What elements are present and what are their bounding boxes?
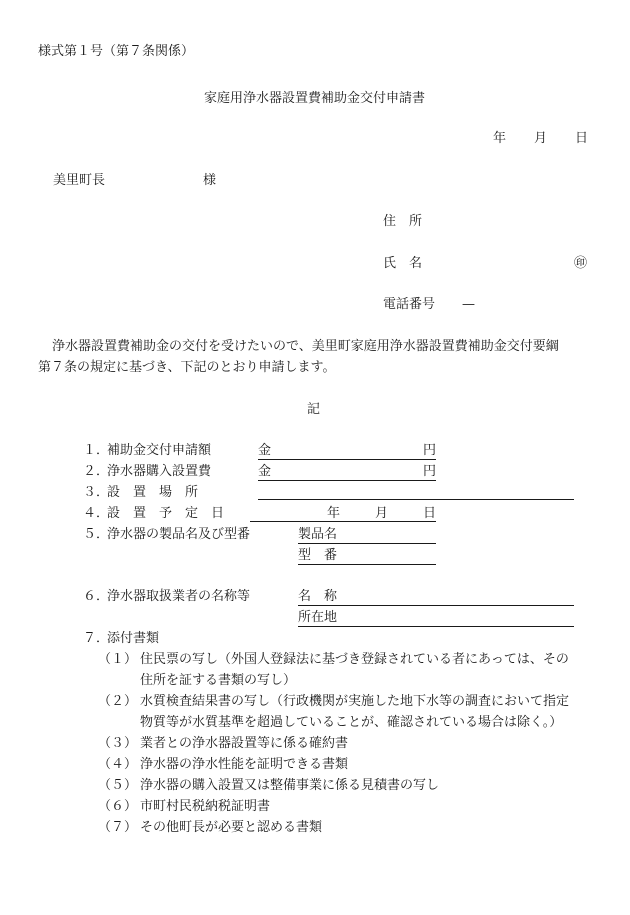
- address-label: 住 所: [383, 214, 423, 229]
- form-number: 様式第１号（第７条関係）: [38, 44, 195, 59]
- date-day-label: 日: [423, 506, 437, 521]
- item-number: ３．: [83, 485, 110, 500]
- seal-mark: ㊞: [574, 256, 588, 271]
- attachment-text-continued: 物質等が水質基準を超過していることが、確認されている場合は除く。）: [140, 715, 563, 730]
- attachment-number: （３）: [98, 736, 138, 751]
- item-number: ５．: [83, 527, 110, 542]
- dealer-address-label: 所在地: [298, 610, 338, 625]
- item-number: ６．: [83, 589, 110, 604]
- item-label-attachments: 添付書類: [107, 631, 160, 646]
- name-label: 氏 名: [383, 256, 423, 271]
- item-number: ４．: [83, 506, 110, 521]
- attachment-number: （５）: [98, 778, 138, 793]
- yen-suffix: 円: [423, 464, 437, 479]
- item-number: ７．: [83, 631, 110, 646]
- date-year-label: 年: [493, 131, 507, 146]
- date-month-label: 月: [534, 131, 548, 146]
- purchase-cost-field: [258, 464, 436, 481]
- attachment-text: 市町村民税納税証明書: [140, 799, 271, 814]
- subsidy-amount-field: [258, 443, 436, 460]
- yen-prefix: 金: [258, 464, 272, 479]
- yen-prefix: 金: [258, 443, 272, 458]
- model-number-label: 型 番: [298, 548, 338, 563]
- attachment-text: その他町長が必要と認める書類: [140, 820, 323, 835]
- attachment-number: （７）: [98, 820, 138, 835]
- installation-place-field: [258, 483, 574, 500]
- phone-label: 電話番号: [383, 297, 436, 312]
- item-label-subsidy-amount: 補助金交付申請額: [107, 443, 212, 458]
- date-month-label: 月: [375, 506, 389, 521]
- dealer-name-field: [298, 589, 574, 606]
- attachment-text-continued: 住所を証する書類の写し）: [140, 673, 297, 688]
- attachment-number: （６）: [98, 799, 138, 814]
- item-label-purchase-cost: 浄水器購入設置費: [107, 464, 212, 479]
- addressee-name: 美里町長: [53, 173, 106, 188]
- document-title: 家庭用浄水器設置費補助金交付申請書: [204, 91, 426, 106]
- installation-date-field: [250, 505, 436, 522]
- item-number: ２．: [83, 464, 110, 479]
- attachment-number: （２）: [98, 694, 138, 709]
- dealer-address-field: [298, 610, 574, 627]
- item-label-dealer: 浄水器取扱業者の名称等: [107, 589, 251, 604]
- attachment-text: 住民票の写し（外国人登録法に基づき登録されている者にあっては、その: [140, 652, 569, 667]
- ki-heading: 記: [307, 402, 321, 417]
- date-year-label: 年: [327, 506, 341, 521]
- body-text-line-2: 第７条の規定に基づき、下記のとおり申請します。: [38, 360, 336, 375]
- product-name-label: 製品名: [298, 527, 338, 542]
- phone-dash: —: [462, 297, 475, 312]
- addressee-honorific: 様: [203, 173, 217, 188]
- yen-suffix: 円: [423, 443, 437, 458]
- body-text-line-1: 浄水器設置費補助金の交付を受けたいので、美里町家庭用浄水器設置費補助金交付要綱: [52, 339, 559, 354]
- attachment-text: 浄水器の浄水性能を証明できる書類: [140, 757, 349, 772]
- dealer-name-label: 名 称: [298, 589, 338, 604]
- attachment-number: （４）: [98, 757, 138, 772]
- attachment-number: （１）: [98, 652, 138, 667]
- item-label-product-name: 浄水器の製品名及び型番: [107, 527, 251, 542]
- attachment-text: 水質検査結果書の写し（行政機関が実施した地下水等の調査において指定: [140, 694, 570, 709]
- item-label-installation-place: 設 置 場 所: [107, 485, 199, 500]
- attachment-text: 業者との浄水器設置等に係る確約書: [140, 736, 349, 751]
- item-label-installation-date: 設 置 予 定 日: [107, 506, 225, 521]
- item-number: １．: [83, 443, 110, 458]
- date-day-label: 日: [575, 131, 589, 146]
- attachment-text: 浄水器の購入設置又は整備事業に係る見積書の写し: [140, 778, 440, 793]
